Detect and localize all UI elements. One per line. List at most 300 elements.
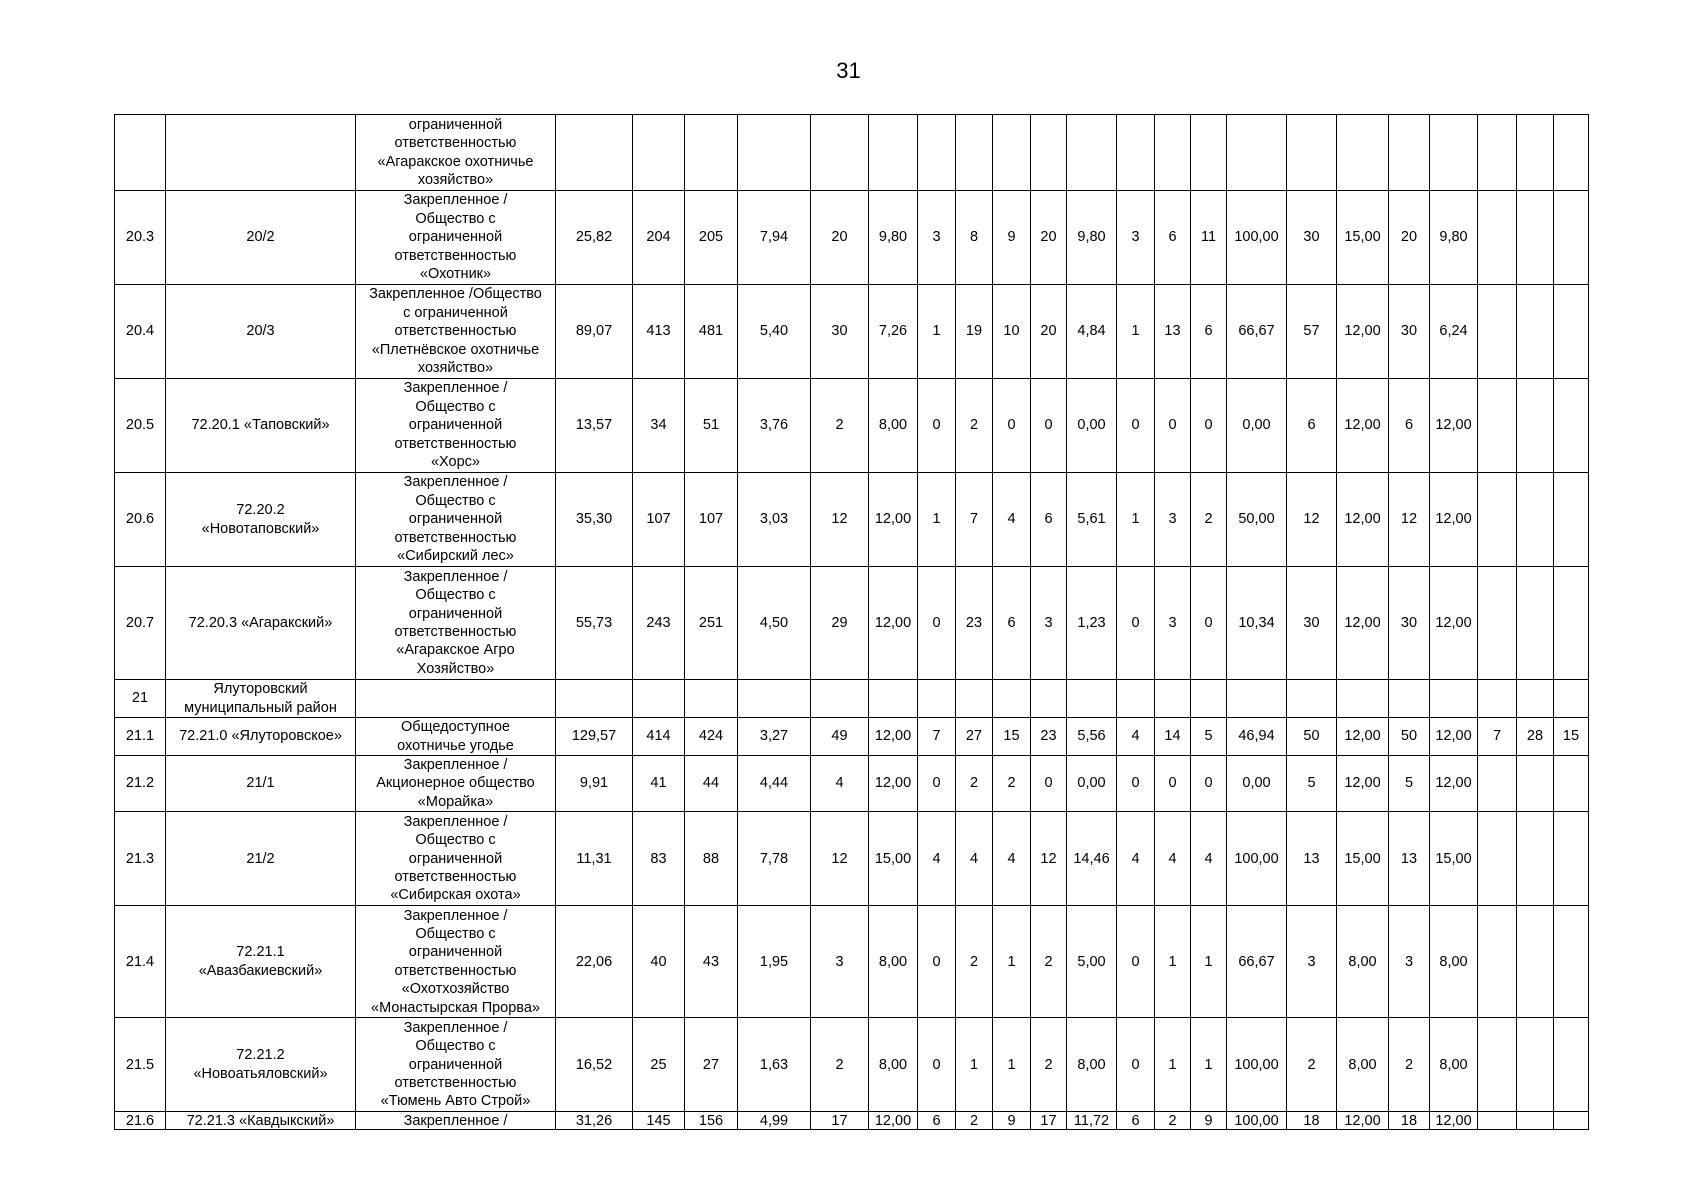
table-cell: 0 xyxy=(1155,756,1191,812)
table-cell: 2 xyxy=(1031,1018,1067,1112)
table-cell: 21.2 xyxy=(115,756,166,812)
table-cell xyxy=(1067,680,1117,718)
table-cell: 50 xyxy=(1287,718,1337,756)
table-row xyxy=(115,756,1589,812)
table-cell: 27 xyxy=(956,718,993,756)
table-cell: 19 xyxy=(956,285,993,379)
table-cell: 1,23 xyxy=(1067,567,1117,680)
table-cell xyxy=(1554,812,1589,906)
table-cell xyxy=(1554,285,1589,379)
table-cell: 0 xyxy=(1117,906,1155,1018)
table-cell: 2 xyxy=(956,906,993,1018)
table-cell: 204 xyxy=(633,191,685,285)
table-cell: 15,00 xyxy=(869,812,918,906)
table-cell: 21/1 xyxy=(166,756,356,812)
table-cell: 1 xyxy=(1117,473,1155,567)
table-cell xyxy=(1287,680,1337,718)
table-cell: 72.21.0 «Ялуторовское» xyxy=(166,718,356,756)
table-cell: 5,00 xyxy=(1067,906,1117,1018)
table-cell xyxy=(1031,680,1067,718)
table-cell: 1 xyxy=(956,1018,993,1112)
table-cell xyxy=(1227,680,1287,718)
table-cell: 0 xyxy=(1031,756,1067,812)
table-cell: 40 xyxy=(633,906,685,1018)
table-cell xyxy=(956,115,993,191)
table-cell xyxy=(1517,756,1554,812)
table-cell: 0 xyxy=(1117,379,1155,473)
table-cell: 4,50 xyxy=(738,567,811,680)
table-cell xyxy=(1478,115,1517,191)
table-cell: 1,95 xyxy=(738,906,811,1018)
table-cell: 50 xyxy=(1389,718,1430,756)
table-cell: 6 xyxy=(1155,191,1191,285)
table-cell: 2 xyxy=(956,379,993,473)
table-cell: 21.6 xyxy=(115,1112,166,1130)
table-cell: 4,44 xyxy=(738,756,811,812)
table-cell xyxy=(1478,379,1517,473)
table-cell: Закрепленное / xyxy=(356,1112,556,1130)
game-animal-table xyxy=(114,114,1589,1130)
table-cell: 0 xyxy=(1155,379,1191,473)
table-cell: Закрепленное / Акционерное общество «Морайка» xyxy=(356,756,556,812)
table-cell xyxy=(166,115,356,191)
table-cell: 9,91 xyxy=(556,756,633,812)
table-cell xyxy=(1517,906,1554,1018)
table-cell xyxy=(1191,680,1227,718)
table-cell: 4 xyxy=(956,812,993,906)
table-cell xyxy=(869,115,918,191)
table-cell: 0 xyxy=(1191,756,1227,812)
table-cell: 2 xyxy=(993,756,1031,812)
table-cell: 20 xyxy=(1389,191,1430,285)
table-cell: 5 xyxy=(1287,756,1337,812)
table-cell: 8,00 xyxy=(1337,906,1389,1018)
table-cell: 13,57 xyxy=(556,379,633,473)
table-cell: 0 xyxy=(918,756,956,812)
table-cell xyxy=(869,680,918,718)
table-cell: 7 xyxy=(956,473,993,567)
table-cell xyxy=(1155,115,1191,191)
table-cell xyxy=(1478,191,1517,285)
table-cell: 100,00 xyxy=(1227,1018,1287,1112)
table-cell: 0 xyxy=(1117,756,1155,812)
table-cell: 12,00 xyxy=(1430,756,1478,812)
table-cell: 10,34 xyxy=(1227,567,1287,680)
table-cell: 57 xyxy=(1287,285,1337,379)
table-cell: Ялуторовский муниципальный район xyxy=(166,680,356,718)
table-cell: 5,40 xyxy=(738,285,811,379)
table-cell xyxy=(1517,115,1554,191)
table-cell: Общедоступное охотничье угодье xyxy=(356,718,556,756)
table-cell: 8,00 xyxy=(869,1018,918,1112)
table-cell: 3 xyxy=(1031,567,1067,680)
table-cell: 100,00 xyxy=(1227,191,1287,285)
table-cell xyxy=(1478,473,1517,567)
table-cell: 20 xyxy=(1031,285,1067,379)
table-cell xyxy=(1554,756,1589,812)
table-cell: 6 xyxy=(1287,379,1337,473)
table-row xyxy=(115,718,1589,756)
table-cell: 0 xyxy=(1117,567,1155,680)
table-cell: 66,67 xyxy=(1227,285,1287,379)
table-cell: 12,00 xyxy=(869,567,918,680)
table-cell: 21.4 xyxy=(115,906,166,1018)
table-cell: 9 xyxy=(1191,1112,1227,1130)
table-cell xyxy=(1430,680,1478,718)
table-cell: 30 xyxy=(1287,191,1337,285)
table-cell: 12,00 xyxy=(1430,473,1478,567)
table-cell: 15 xyxy=(993,718,1031,756)
table-cell: 6 xyxy=(1389,379,1430,473)
table-cell: 5 xyxy=(1191,718,1227,756)
table-cell: 0 xyxy=(918,379,956,473)
table-cell: 9,80 xyxy=(869,191,918,285)
table-row xyxy=(115,1018,1589,1112)
table-cell: 2 xyxy=(1287,1018,1337,1112)
table-cell: 205 xyxy=(685,191,738,285)
table-cell xyxy=(1337,115,1389,191)
table-cell: 1 xyxy=(993,906,1031,1018)
table-cell: 2 xyxy=(1155,1112,1191,1130)
table-cell xyxy=(1554,191,1589,285)
table-cell: 4 xyxy=(1117,718,1155,756)
table-cell xyxy=(1478,1018,1517,1112)
table-cell: 8,00 xyxy=(1337,1018,1389,1112)
table-cell: 41 xyxy=(633,756,685,812)
table-cell: 12 xyxy=(811,812,869,906)
table-cell: 1,63 xyxy=(738,1018,811,1112)
table-cell: 28 xyxy=(1517,718,1554,756)
table-cell: 7,94 xyxy=(738,191,811,285)
table-cell: 72.21.3 «Кавдыкский» xyxy=(166,1112,356,1130)
table-cell: 20.4 xyxy=(115,285,166,379)
table-cell: 12,00 xyxy=(1430,718,1478,756)
table-cell: 12,00 xyxy=(869,1112,918,1130)
table-cell: 15 xyxy=(1554,718,1589,756)
table-cell: 0 xyxy=(1031,379,1067,473)
table-cell: 413 xyxy=(633,285,685,379)
table-cell: 18 xyxy=(1389,1112,1430,1130)
table-cell: 14,46 xyxy=(1067,812,1117,906)
table-cell: 15,00 xyxy=(1430,812,1478,906)
table-cell: 8,00 xyxy=(1067,1018,1117,1112)
table-cell: 10 xyxy=(993,285,1031,379)
table-cell xyxy=(1554,680,1589,718)
table-cell: 12,00 xyxy=(869,473,918,567)
table-cell: 100,00 xyxy=(1227,1112,1287,1130)
table-cell: 22,06 xyxy=(556,906,633,1018)
table-cell: 3 xyxy=(918,191,956,285)
table-cell: 9,80 xyxy=(1430,191,1478,285)
page-number: 31 xyxy=(836,58,861,83)
table-cell xyxy=(685,115,738,191)
table-cell xyxy=(1478,756,1517,812)
table-cell xyxy=(1517,567,1554,680)
table-cell xyxy=(1117,115,1155,191)
table-cell: 0 xyxy=(918,906,956,1018)
table-cell: 20 xyxy=(811,191,869,285)
table-cell: 72.20.3 «Агаракский» xyxy=(166,567,356,680)
table-cell: 21/2 xyxy=(166,812,356,906)
table-row xyxy=(115,680,1589,718)
table-cell: Закрепленное / Общество с ограниченной ответственностью «Хорс» xyxy=(356,379,556,473)
table-cell: 6 xyxy=(1117,1112,1155,1130)
table-cell: 7,78 xyxy=(738,812,811,906)
table-cell xyxy=(1554,1112,1589,1130)
table-cell xyxy=(1517,285,1554,379)
table-cell: 3,76 xyxy=(738,379,811,473)
table-cell: 4 xyxy=(811,756,869,812)
table-cell: 8 xyxy=(956,191,993,285)
table-cell: 44 xyxy=(685,756,738,812)
table-cell: Закрепленное / Общество с ограниченной ответственностью «Охотник» xyxy=(356,191,556,285)
table-cell: Закрепленное / Общество с ограниченной ответственностью «Охотхозяйство «Монастырская Прорва» xyxy=(356,906,556,1018)
table-cell xyxy=(1517,1018,1554,1112)
table-cell: 9,80 xyxy=(1067,191,1117,285)
table-cell xyxy=(1554,473,1589,567)
table-cell: 17 xyxy=(811,1112,869,1130)
table-cell xyxy=(556,115,633,191)
table-cell: 107 xyxy=(633,473,685,567)
table-cell: 3 xyxy=(811,906,869,1018)
table-cell: 83 xyxy=(633,812,685,906)
table-cell: 72.21.2 «Новоатьяловский» xyxy=(166,1018,356,1112)
table-cell: 107 xyxy=(685,473,738,567)
table-cell: 30 xyxy=(811,285,869,379)
table-cell: 49 xyxy=(811,718,869,756)
table-cell: 8,00 xyxy=(1430,906,1478,1018)
table-cell: 20/2 xyxy=(166,191,356,285)
table-cell: 31,26 xyxy=(556,1112,633,1130)
table-cell xyxy=(1478,906,1517,1018)
table-cell: 15,00 xyxy=(1337,812,1389,906)
table-cell xyxy=(1517,473,1554,567)
table-cell: 12,00 xyxy=(1337,285,1389,379)
table-cell: 414 xyxy=(633,718,685,756)
table-cell: 25,82 xyxy=(556,191,633,285)
table-cell: 3 xyxy=(1155,567,1191,680)
table-cell: 0,00 xyxy=(1067,379,1117,473)
table-cell xyxy=(1337,680,1389,718)
table-cell xyxy=(1517,1112,1554,1130)
table-cell: 20.6 xyxy=(115,473,166,567)
table-cell: Закрепленное /Общество с ограниченной ответственностью «Плетнёвское охотничье хозяйство» xyxy=(356,285,556,379)
table-cell: 8,00 xyxy=(869,379,918,473)
table-row xyxy=(115,191,1589,285)
table-cell: 0,00 xyxy=(1227,379,1287,473)
table-cell: 9 xyxy=(993,1112,1031,1130)
table-cell: 18 xyxy=(1287,1112,1337,1130)
table-cell: 11,72 xyxy=(1067,1112,1117,1130)
table-cell: 72.20.2 «Новотаповский» xyxy=(166,473,356,567)
table-cell: 145 xyxy=(633,1112,685,1130)
table-cell: 12,00 xyxy=(869,756,918,812)
table-cell: 243 xyxy=(633,567,685,680)
table-cell: 1 xyxy=(1191,1018,1227,1112)
table-cell xyxy=(1517,379,1554,473)
table-cell xyxy=(1389,115,1430,191)
table-cell: 1 xyxy=(1155,1018,1191,1112)
table-cell: 4 xyxy=(1155,812,1191,906)
table-cell xyxy=(918,680,956,718)
table-cell: 8,00 xyxy=(869,906,918,1018)
table-cell: Закрепленное / Общество с ограниченной ответственностью «Сибирский лес» xyxy=(356,473,556,567)
table-cell: 12,00 xyxy=(1337,473,1389,567)
table-cell: 29 xyxy=(811,567,869,680)
table-cell: 481 xyxy=(685,285,738,379)
table-cell: 15,00 xyxy=(1337,191,1389,285)
table-cell: 3 xyxy=(1117,191,1155,285)
table-cell: 8,00 xyxy=(1430,1018,1478,1112)
table-cell xyxy=(1389,680,1430,718)
table-row xyxy=(115,285,1589,379)
table-cell: 13 xyxy=(1287,812,1337,906)
table-cell: 20.5 xyxy=(115,379,166,473)
table-cell: 43 xyxy=(685,906,738,1018)
table-cell: 2 xyxy=(811,1018,869,1112)
table-cell: 20 xyxy=(1031,191,1067,285)
table-cell xyxy=(956,680,993,718)
table-cell xyxy=(993,115,1031,191)
table-cell: 9 xyxy=(993,191,1031,285)
table-cell: 12,00 xyxy=(1337,756,1389,812)
table-cell: 100,00 xyxy=(1227,812,1287,906)
table-cell: Закрепленное / Общество с ограниченной ответственностью «Тюмень Авто Строй» xyxy=(356,1018,556,1112)
table-cell: 4 xyxy=(1117,812,1155,906)
table-cell: 4 xyxy=(993,473,1031,567)
table-cell: 2 xyxy=(956,756,993,812)
table-cell xyxy=(1067,115,1117,191)
table-cell xyxy=(918,115,956,191)
table-cell xyxy=(1227,115,1287,191)
table-cell: Закрепленное / Общество с ограниченной ответственностью «Агаракское Агро Хозяйство» xyxy=(356,567,556,680)
table-cell: 4,84 xyxy=(1067,285,1117,379)
table-cell xyxy=(685,680,738,718)
table-cell: 5,61 xyxy=(1067,473,1117,567)
table-row xyxy=(115,115,1589,191)
table-cell: 3 xyxy=(1389,906,1430,1018)
table-row xyxy=(115,473,1589,567)
table-cell: 1 xyxy=(1117,285,1155,379)
table-cell: 72.21.1 «Авазбакиевский» xyxy=(166,906,356,1018)
table-cell: 424 xyxy=(685,718,738,756)
table-cell: 12 xyxy=(1031,812,1067,906)
table-row xyxy=(115,812,1589,906)
table-cell: 2 xyxy=(1031,906,1067,1018)
table-cell: 2 xyxy=(1389,1018,1430,1112)
table-cell: 34 xyxy=(633,379,685,473)
table-cell: 12,00 xyxy=(1430,1112,1478,1130)
table-cell: 129,57 xyxy=(556,718,633,756)
table-cell: 5 xyxy=(1389,756,1430,812)
table-cell: 6 xyxy=(1191,285,1227,379)
table-cell: 6,24 xyxy=(1430,285,1478,379)
table-cell: 5,56 xyxy=(1067,718,1117,756)
table-cell: 14 xyxy=(1155,718,1191,756)
table-cell: 0 xyxy=(918,1018,956,1112)
table-cell xyxy=(811,680,869,718)
table-cell: 20/3 xyxy=(166,285,356,379)
table-cell: 55,73 xyxy=(556,567,633,680)
table-cell: 7 xyxy=(918,718,956,756)
table-cell xyxy=(1554,567,1589,680)
table-cell: 21.1 xyxy=(115,718,166,756)
table-cell xyxy=(1554,906,1589,1018)
table-cell: 0 xyxy=(1117,1018,1155,1112)
table-cell: 12,00 xyxy=(1337,567,1389,680)
table-cell: 0,00 xyxy=(1067,756,1117,812)
table-cell: 88 xyxy=(685,812,738,906)
table-cell: 50,00 xyxy=(1227,473,1287,567)
table-cell: 0 xyxy=(1191,567,1227,680)
table-cell: 251 xyxy=(685,567,738,680)
table-cell: 13 xyxy=(1389,812,1430,906)
table-cell: 0 xyxy=(1191,379,1227,473)
table-cell xyxy=(1554,1018,1589,1112)
table-cell: 35,30 xyxy=(556,473,633,567)
table-cell: 12 xyxy=(1389,473,1430,567)
table-cell: 1 xyxy=(993,1018,1031,1112)
table-cell: 12,00 xyxy=(1430,379,1478,473)
table-cell: 20.7 xyxy=(115,567,166,680)
table-cell: 23 xyxy=(956,567,993,680)
table-cell: 0 xyxy=(993,379,1031,473)
table-cell: 27 xyxy=(685,1018,738,1112)
table-cell: 12 xyxy=(811,473,869,567)
table-row xyxy=(115,379,1589,473)
table-row xyxy=(115,906,1589,1018)
table-cell xyxy=(1517,812,1554,906)
table-cell xyxy=(1430,115,1478,191)
table-cell xyxy=(1191,115,1227,191)
table-cell: 21.5 xyxy=(115,1018,166,1112)
table-cell: 3 xyxy=(1287,906,1337,1018)
table-cell xyxy=(993,680,1031,718)
table-cell: 1 xyxy=(918,473,956,567)
table-cell: 1 xyxy=(918,285,956,379)
table-cell: 66,67 xyxy=(1227,906,1287,1018)
table-cell xyxy=(1517,680,1554,718)
table-cell xyxy=(1031,115,1067,191)
table-cell: 12,00 xyxy=(1337,1112,1389,1130)
table-cell: 13 xyxy=(1155,285,1191,379)
table-cell: 6 xyxy=(918,1112,956,1130)
table-cell: 2 xyxy=(1191,473,1227,567)
table-cell: 51 xyxy=(685,379,738,473)
table-cell xyxy=(1554,115,1589,191)
table-cell: Закрепленное / Общество с ограниченной ответственностью «Сибирская охота» xyxy=(356,812,556,906)
table-cell xyxy=(1478,812,1517,906)
table-cell: 11,31 xyxy=(556,812,633,906)
table-cell: ограниченной ответственностью «Агаракское охотничье хозяйство» xyxy=(356,115,556,191)
table-cell: 3,27 xyxy=(738,718,811,756)
table-cell: 12 xyxy=(1287,473,1337,567)
table-cell: 4,99 xyxy=(738,1112,811,1130)
table-cell: 89,07 xyxy=(556,285,633,379)
table-cell xyxy=(738,680,811,718)
table-cell: 30 xyxy=(1389,567,1430,680)
table-cell: 25 xyxy=(633,1018,685,1112)
table-cell xyxy=(1155,680,1191,718)
table-cell: 7 xyxy=(1478,718,1517,756)
table-cell: 4 xyxy=(993,812,1031,906)
table-cell xyxy=(1554,379,1589,473)
table-cell: 0 xyxy=(918,567,956,680)
table-cell xyxy=(633,115,685,191)
table-cell: 4 xyxy=(1191,812,1227,906)
table-cell: 7,26 xyxy=(869,285,918,379)
table-cell xyxy=(1287,115,1337,191)
